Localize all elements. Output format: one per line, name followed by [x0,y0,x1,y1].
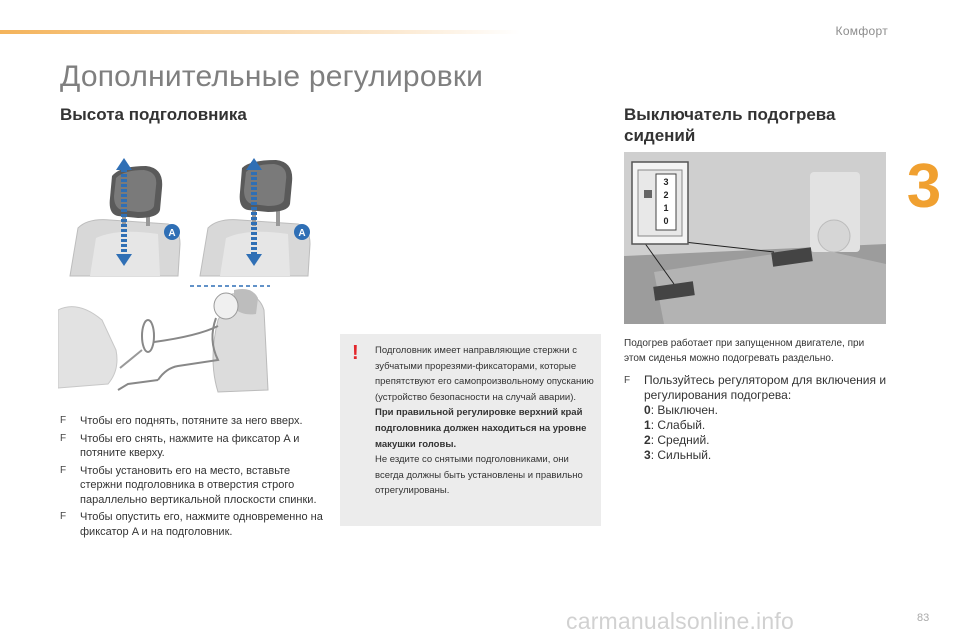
heating-level-2: 2: Средний. [644,433,710,447]
seat-heating-switch-photo [624,152,886,324]
headrest-instructions [60,414,330,542]
headrest-illustration-2 [198,158,318,278]
seat-heating-instructions [624,373,894,466]
switch-label-3: 3 [663,177,669,187]
bullet-marker: F [60,432,67,444]
page-title: Дополнительные регулировки [60,60,484,93]
latch-a-label-2: A [298,228,306,239]
chapter-number: 3 [906,152,942,221]
list-item [60,432,330,461]
switch-label-2: 2 [663,190,669,200]
list-item [60,510,330,539]
instruction-text: Чтобы опустить его, нажмите одновременно на фиксатор A и на подголовник. [80,511,323,538]
bullet-marker: F [624,375,631,386]
note-paragraph-bold: При правильной регулировке верхний край подголовника должен находиться на уровне макушки головы. [375,407,587,450]
switch-label-1: 1 [663,203,669,213]
warning-icon: ! [352,342,359,364]
warning-note-text [375,343,597,499]
seat-heating-caption: Подогрев работает при запущенном двигателе, при этом сиденья можно подогревать раздельно. [624,338,865,364]
header-stripe [0,30,520,34]
heating-level-3: 3: Сильный. [644,448,712,462]
seat-heating-heading: Выключатель подогрева сидений [624,105,836,145]
latch-a-label: A [168,228,176,239]
bullet-marker: F [60,464,67,476]
switch-label-0: 0 [663,216,669,226]
instruction-text: Чтобы его поднять, потяните за него вверх. [80,415,303,427]
instruction-text: Чтобы его снять, нажмите на фиксатор A и потяните кверху. [80,432,300,459]
heating-level-0: 0: Выключен. [644,403,718,417]
bullet-marker: F [60,415,67,426]
list-item [624,373,894,463]
watermark: carmanualsonline.info [566,608,794,634]
note-paragraph: Подголовник имеет направляющие стержни с зубчатыми прорезями-фиксаторами, которые препятствуют его самопроизвольному опусканию (устройство безопасности на случай аварии). [375,345,594,403]
note-paragraph: Не ездите со снятыми подголовниками, они всегда должны быть установлены и правильно отрегулированы. [375,454,583,497]
headrest-heading: Высота подголовника [60,105,247,124]
driver-posture-illustration [58,280,328,400]
instruction-text: Чтобы установить его на место, вставьте стержни подголовника в отверстия строго параллельно вертикальной плоскости спинки. [80,464,317,506]
instruction-text: Пользуйтесь регулятором для включения и регулирования подогрева: [644,373,887,402]
bullet-marker: F [60,511,67,522]
header-band [0,0,960,40]
heating-level-1: 1: Слабый. [644,418,706,432]
list-item [60,464,330,508]
list-item [60,414,330,429]
page-number: 83 [917,612,930,624]
section-name: Комфорт [835,24,888,38]
headrest-illustration-1 [68,158,188,278]
